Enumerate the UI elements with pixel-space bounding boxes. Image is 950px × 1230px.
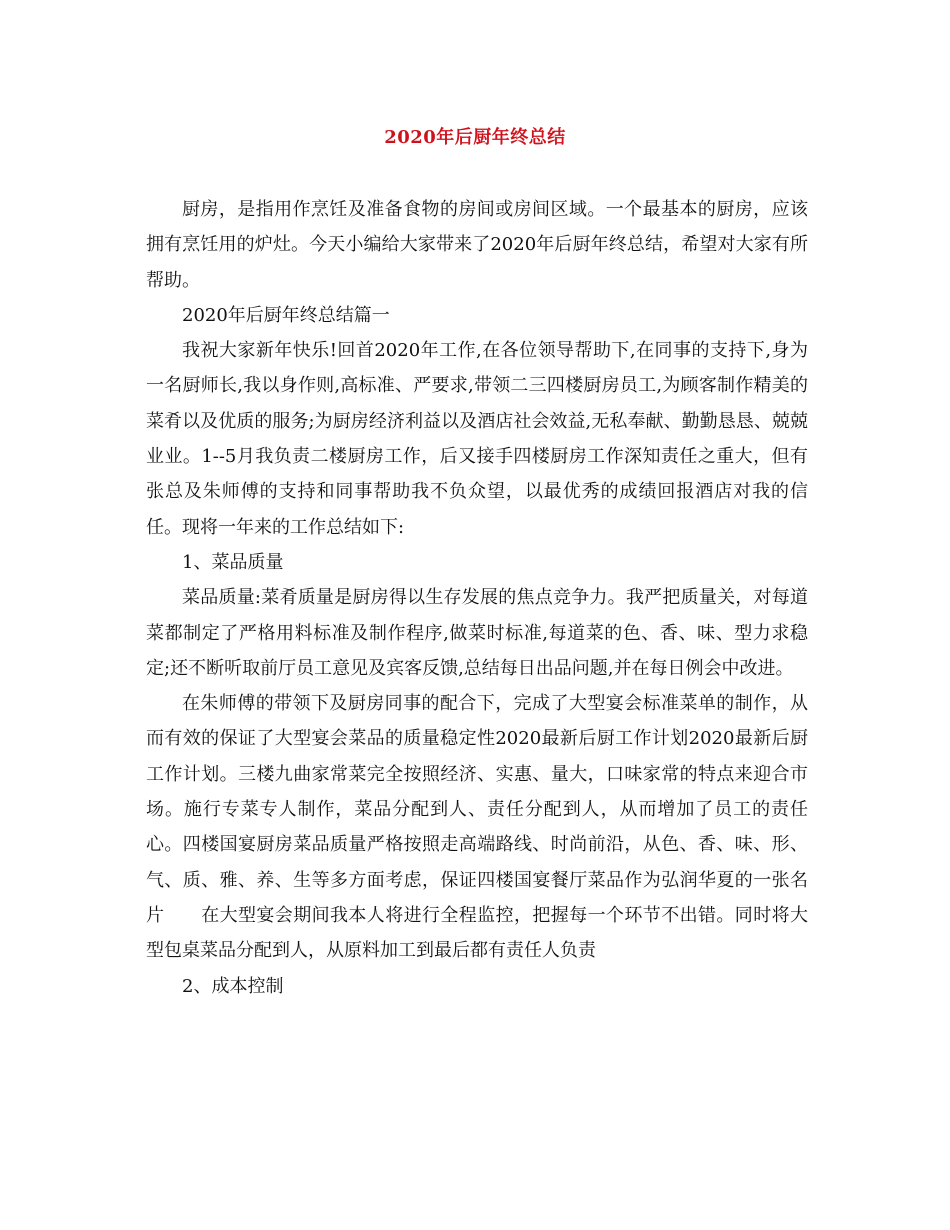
- intro-paragraph: 厨房，是指用作烹饪及准备食物的房间或房间区域。一个最基本的厨房，应该拥有烹饪用的炉灶。今天小编给大家带来了2020年后厨年终总结，希望对大家有所帮助。: [146, 199, 808, 291]
- document-title: 2020年后厨年终总结: [384, 127, 566, 148]
- document-body: [146, 192, 808, 1004]
- section-heading: 2、成本控制: [182, 975, 284, 997]
- section-heading: 1、菜品质量: [182, 551, 284, 573]
- body-paragraph: 菜品质量:菜肴质量是厨房得以生存发展的焦点竞争力。我严把质量关，对每道菜都制定了严格用料标准及制作程序,做菜时标准,每道菜的色、香、味、型力求稳定;还不断听取前厅员工意见及宾客反馈,总结每日出品问题,并在每日例会中改进。: [146, 587, 808, 679]
- body-paragraph: 我祝大家新年快乐!回首2020年工作,在各位领导帮助下,在同事的支持下,身为一名厨师长,我以身作则,高标准、严要求,带领二三四楼厨房员工,为顾客制作精美的菜肴以及优质的服务;为厨房经济利益以及酒店社会效益,无私奉献、勤勤恳恳、兢兢业业。1--5月我负责二楼厨房工作，后又接手四楼厨房工作深知责任之重大，但有张总及朱师傅的支持和同事帮助我不负众望，以最优秀的成绩回报酒店对我的信任。现将一年来的工作总结如下:: [146, 340, 808, 538]
- body-paragraph: 在朱师傅的带领下及厨房同事的配合下，完成了大型宴会标准菜单的制作，从而有效的保证了大型宴会菜品的质量稳定性2020最新后厨工作计划2020最新后厨工作计划。三楼九曲家常菜完全按照经济、实惠、量大，口味家常的特点来迎合市场。施行专菜专人制作，菜品分配到人、责任分配到人，从而增加了员工的责任心。四楼国宴厨房菜品质量严格按照走高端路线、时尚前沿，从色、香、味、形、气、质、雅、养、生等多方面考虑，保证四楼国宴餐厅菜品作为弘润华夏的一张名片 在大型宴会期间我本人将进行全程监控，把握每一个环节不出错。同时将大型包桌菜品分配到人，从原料加工到最后都有责任人负责: [146, 693, 808, 962]
- section-heading: 2020年后厨年终总结篇一: [182, 304, 390, 326]
